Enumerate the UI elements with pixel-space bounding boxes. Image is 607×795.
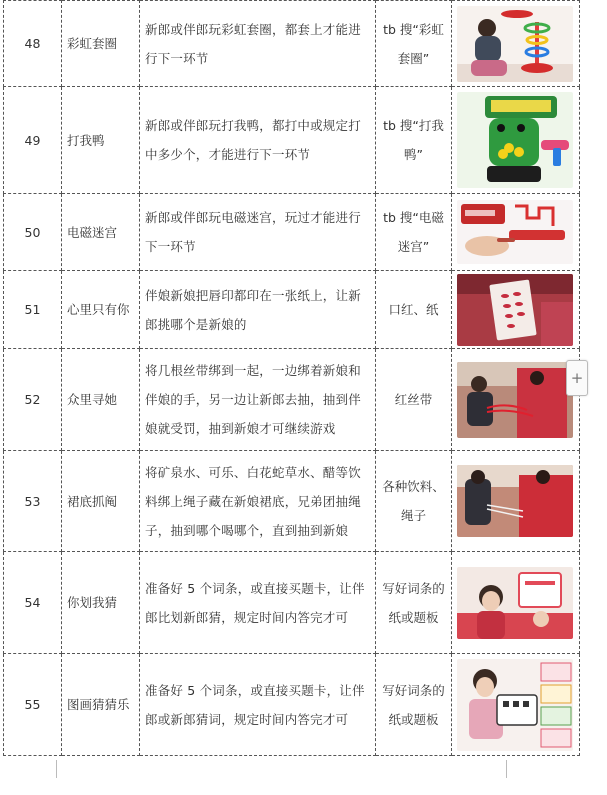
table-row xyxy=(4,552,580,654)
row-number: 55 xyxy=(4,654,62,756)
game-description: 伴娘新娘把唇印都印在一张纸上，让新郎挑哪个是新娘的 xyxy=(140,271,376,349)
table-row xyxy=(4,87,580,194)
game-name: 众里寻她 xyxy=(62,349,140,451)
game-photo-cell xyxy=(452,1,580,87)
game-props: 口红、纸 xyxy=(376,271,452,349)
game-props: 红丝带 xyxy=(376,349,452,451)
game-props: tb 搜“彩虹套圈” xyxy=(376,1,452,87)
table-row xyxy=(4,654,580,756)
charades-sign-photo xyxy=(457,567,573,639)
row-number: 53 xyxy=(4,451,62,552)
game-name: 裙底抓阄 xyxy=(62,451,140,552)
picture-guessing-cards-photo xyxy=(457,659,573,751)
rainbow-ring-toss-photo xyxy=(457,6,573,82)
game-name: 你划我猜 xyxy=(62,552,140,654)
hit-the-duck-toy-photo xyxy=(457,92,573,188)
table-row xyxy=(4,271,580,349)
table-row xyxy=(4,1,580,87)
game-name: 心里只有你 xyxy=(62,271,140,349)
game-name: 彩虹套圈 xyxy=(62,1,140,87)
game-description: 将几根丝带绑到一起，一边绑着新娘和伴娘的手，另一边让新郎去抽，抽到伴娘就受罚，抽到新娘才可继续游戏 xyxy=(140,349,376,451)
game-description: 准备好 5 个词条，或直接买题卡，让伴郎或新郎猜词，规定时间内答完才可 xyxy=(140,654,376,756)
game-description: 新郎或伴郎玩彩虹套圈，都套上才能进行下一环节 xyxy=(140,1,376,87)
row-number: 51 xyxy=(4,271,62,349)
row-number: 48 xyxy=(4,1,62,87)
game-props: 写好词条的纸或题板 xyxy=(376,654,452,756)
page-margin-mark-right xyxy=(506,760,507,778)
game-name: 图画猜猜乐 xyxy=(62,654,140,756)
plus-icon: + xyxy=(570,369,584,387)
row-number: 52 xyxy=(4,349,62,451)
row-number: 49 xyxy=(4,87,62,194)
table-row xyxy=(4,194,580,271)
game-photo-cell xyxy=(452,271,580,349)
game-props: 各种饮料、绳子 xyxy=(376,451,452,552)
game-photo-cell xyxy=(452,349,580,451)
page-margin-mark-left xyxy=(56,760,57,778)
row-number: 50 xyxy=(4,194,62,271)
games-table xyxy=(3,0,580,756)
table-row xyxy=(4,451,580,552)
game-props: 写好词条的纸或题板 xyxy=(376,552,452,654)
red-ribbon-game-photo xyxy=(457,362,573,438)
add-row-button[interactable] xyxy=(566,360,588,396)
electric-maze-toy-photo xyxy=(457,200,573,264)
game-name: 电磁迷宫 xyxy=(62,194,140,271)
drinks-under-skirt-photo xyxy=(457,465,573,537)
game-photo-cell xyxy=(452,194,580,271)
game-photo-cell xyxy=(452,654,580,756)
game-name: 打我鸭 xyxy=(62,87,140,194)
game-props: tb 搜“电磁迷宫” xyxy=(376,194,452,271)
game-props: tb 搜“打我鸭” xyxy=(376,87,452,194)
game-description: 新郎或伴郎玩电磁迷宫，玩过才能进行下一环节 xyxy=(140,194,376,271)
game-description: 将矿泉水、可乐、白花蛇草水、醋等饮料绑上绳子藏在新娘裙底，兄弟团抽绳子，抽到哪个喝哪个，直到抽到新娘 xyxy=(140,451,376,552)
game-photo-cell xyxy=(452,87,580,194)
game-description: 新郎或伴郎玩打我鸭，都打中或规定打中多少个，才能进行下一环节 xyxy=(140,87,376,194)
lipstick-prints-paper-photo xyxy=(457,274,573,346)
row-number: 54 xyxy=(4,552,62,654)
game-photo-cell xyxy=(452,552,580,654)
table-row xyxy=(4,349,580,451)
game-photo-cell xyxy=(452,451,580,552)
game-description: 准备好 5 个词条，或直接买题卡，让伴郎比划新郎猜，规定时间内答完才可 xyxy=(140,552,376,654)
